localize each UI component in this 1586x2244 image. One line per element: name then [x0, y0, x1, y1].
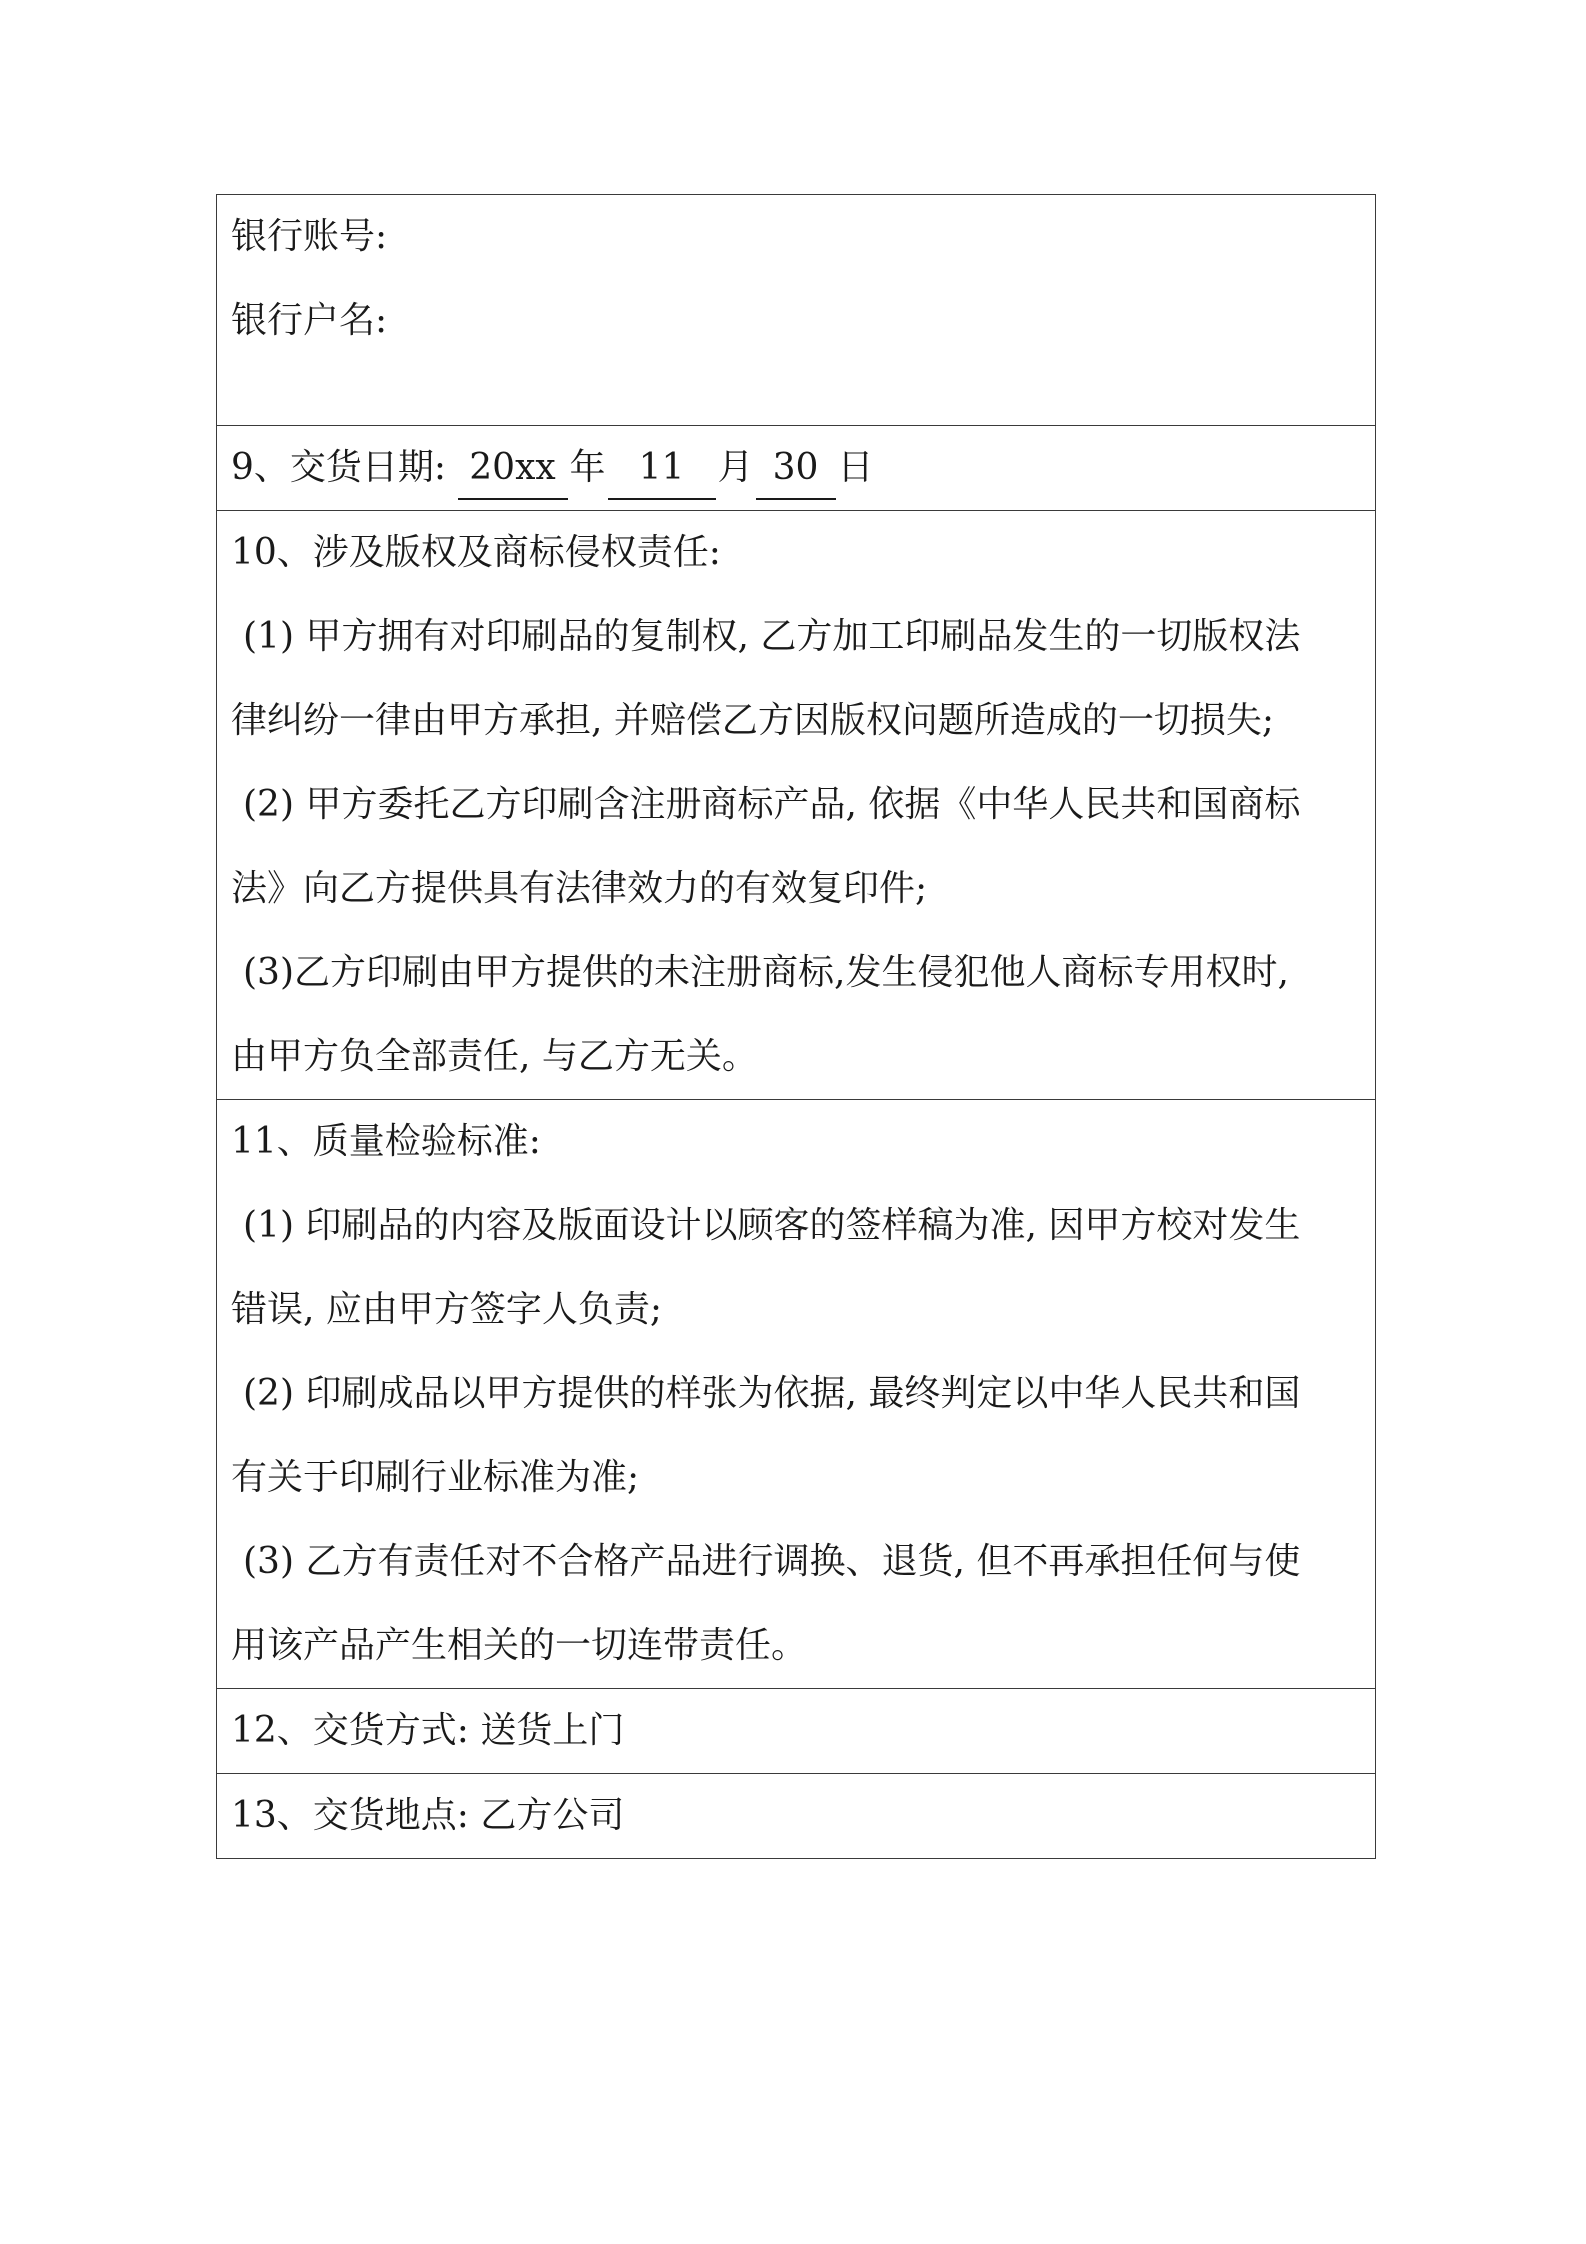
- quality-cell: [217, 1100, 1376, 1689]
- delivery-place-cell: [217, 1774, 1376, 1859]
- delivery-date-cell: [217, 426, 1376, 511]
- delivery-place-row: [217, 1774, 1376, 1859]
- copyright-clause-line: 由甲方负全部责任, 与乙方无关。: [231, 1036, 758, 1077]
- delivery-date-line: [231, 426, 1361, 510]
- quality-clause-line: (3) 乙方有责任对不合格产品进行调换、退货, 但不再承担任何与使: [243, 1541, 1301, 1582]
- contract-table: [216, 194, 1376, 1859]
- delivery-method-row: [217, 1689, 1376, 1774]
- copyright-clause-line: 法》向乙方提供具有法律效力的有效复印件;: [231, 868, 928, 909]
- year-unit: 年: [569, 447, 606, 488]
- quality-row: [217, 1100, 1376, 1689]
- delivery-year-value: 20xx: [458, 438, 568, 500]
- quality-clause-line: 用该产品产生相关的一切连带责任。: [231, 1625, 808, 1666]
- bank-info-cell: [217, 195, 1376, 426]
- copyright-clause-line: (3)乙方印刷由甲方提供的未注册商标,发生侵犯他人商标专用权时,: [243, 952, 1289, 993]
- delivery-month-value: 11: [608, 438, 716, 500]
- bank-info-row: [217, 195, 1376, 426]
- delivery-date-row: [217, 426, 1376, 511]
- delivery-place-text: 13、交货地点: 乙方公司: [231, 1795, 625, 1836]
- quality-clause-line: 错误, 应由甲方签字人负责;: [231, 1289, 663, 1330]
- quality-title: 11、质量检验标准:: [231, 1121, 541, 1162]
- quality-clause-line: 有关于印刷行业标准为准;: [231, 1457, 640, 1498]
- day-unit: 日: [837, 447, 874, 488]
- delivery-method-text: 12、交货方式: 送货上门: [231, 1710, 625, 1751]
- copyright-clause-line: (2) 甲方委托乙方印刷含注册商标产品, 依据《中华人民共和国商标: [243, 784, 1301, 825]
- copyright-clause-line: (1) 甲方拥有对印刷品的复制权, 乙方加工印刷品发生的一切版权法: [243, 616, 1301, 657]
- quality-clause-line: (1) 印刷品的内容及版面设计以顾客的签样稿为准, 因甲方校对发生: [243, 1205, 1301, 1246]
- bank-account-label: 银行账号:: [231, 216, 388, 257]
- copyright-title: 10、涉及版权及商标侵权责任:: [231, 532, 721, 573]
- delivery-date-label: 9、交货日期:: [231, 447, 447, 488]
- copyright-clause-line: 律纠纷一律由甲方承担, 并赔偿乙方因版权问题所造成的一切损失;: [231, 700, 1275, 741]
- month-unit: 月: [717, 447, 754, 488]
- copyright-cell: [217, 511, 1376, 1100]
- bank-name-label: 银行户名:: [231, 300, 388, 341]
- delivery-day-value: 30: [756, 438, 836, 500]
- copyright-row: [217, 511, 1376, 1100]
- quality-clause-line: (2) 印刷成品以甲方提供的样张为依据, 最终判定以中华人民共和国: [243, 1373, 1301, 1414]
- delivery-method-cell: [217, 1689, 1376, 1774]
